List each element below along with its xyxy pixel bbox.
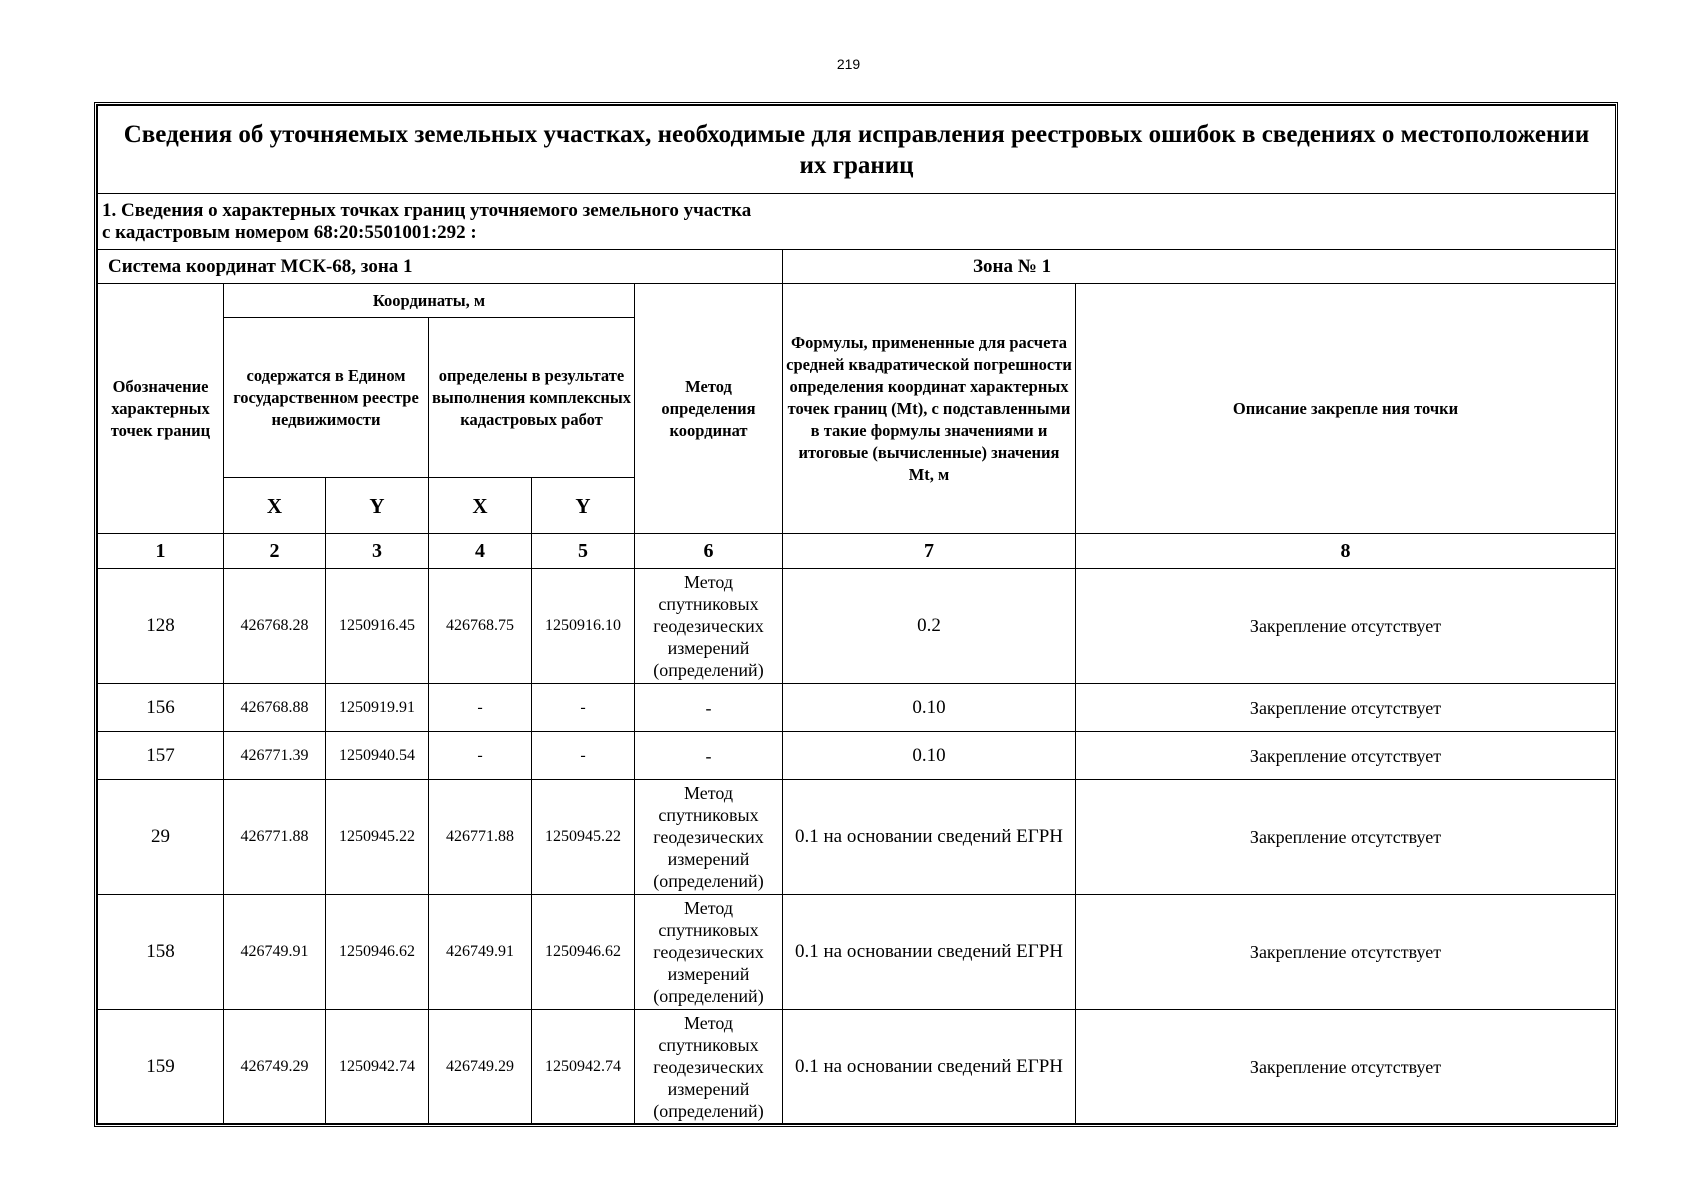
land-plot-points-table	[97, 105, 1616, 1124]
table-row	[98, 780, 1616, 895]
y-cadastral: -	[532, 732, 635, 780]
header-egrn: содержатся в Едином государственном реестре недвижимости	[224, 318, 429, 478]
fixing-description: Закрепление отсутствует	[1076, 569, 1616, 684]
y-cadastral: 1250945.22	[532, 780, 635, 895]
column-number: 6	[635, 534, 783, 569]
section-heading-line-2: с кадастровым номером 68:20:5501001:292 :	[102, 221, 477, 243]
x-egrn: 426749.91	[224, 895, 326, 1010]
fixing-description: Закрепление отсутствует	[1076, 1010, 1616, 1124]
table-row	[98, 895, 1616, 1010]
header-description: Описание закрепле ния точки	[1076, 284, 1616, 534]
x-cadastral: -	[429, 684, 532, 732]
method: -	[635, 732, 783, 780]
header-coordinates: Координаты, м	[224, 284, 635, 318]
point-id: 158	[98, 895, 224, 1010]
y-egrn: 1250946.62	[326, 895, 429, 1010]
mt-value: 0.2	[783, 569, 1076, 684]
mt-value: 0.1 на основании сведений ЕГРН	[783, 1010, 1076, 1124]
fixing-description: Закрепление отсутствует	[1076, 895, 1616, 1010]
section-heading	[98, 194, 1616, 250]
point-id: 157	[98, 732, 224, 780]
header-x-egrn: X	[224, 478, 326, 534]
column-number: 7	[783, 534, 1076, 569]
mt-value: 0.10	[783, 732, 1076, 780]
x-cadastral: -	[429, 732, 532, 780]
header-method: Метод определения координат	[635, 284, 783, 534]
x-cadastral: 426768.75	[429, 569, 532, 684]
x-egrn: 426768.28	[224, 569, 326, 684]
x-egrn: 426771.39	[224, 732, 326, 780]
method: -	[635, 684, 783, 732]
point-id: 29	[98, 780, 224, 895]
point-id: 159	[98, 1010, 224, 1124]
point-id: 156	[98, 684, 224, 732]
x-egrn: 426768.88	[224, 684, 326, 732]
fixing-description: Закрепление отсутствует	[1076, 684, 1616, 732]
x-egrn: 426771.88	[224, 780, 326, 895]
header-y-cadastral: Y	[532, 478, 635, 534]
table-row	[98, 1010, 1616, 1124]
column-number: 3	[326, 534, 429, 569]
header-cadastral-works: определены в результате выполнения комплексных кадастровых работ	[429, 318, 635, 478]
header-x-cadastral: X	[429, 478, 532, 534]
y-cadastral: 1250916.10	[532, 569, 635, 684]
column-number: 4	[429, 534, 532, 569]
column-number: 1	[98, 534, 224, 569]
title-row	[98, 106, 1616, 194]
y-cadastral: 1250942.74	[532, 1010, 635, 1124]
table-row	[98, 569, 1616, 684]
header-row-1	[98, 284, 1616, 318]
header-formulas: Формулы, примененные для расчета средней квадратической погрешности определения координат характерных точек границ (Mt), с подставленными в такие формулы значениями и итоговые (вычисленные) значения Mt, м	[783, 284, 1076, 534]
mt-value: 0.1 на основании сведений ЕГРН	[783, 895, 1076, 1010]
column-number: 8	[1076, 534, 1616, 569]
section-row	[98, 194, 1616, 250]
page-number: 219	[836, 56, 861, 72]
table-row	[98, 684, 1616, 732]
mt-value: 0.1 на основании сведений ЕГРН	[783, 780, 1076, 895]
y-egrn: 1250942.74	[326, 1010, 429, 1124]
coordinate-system: Система координат МСК-68, зона 1	[98, 250, 783, 284]
y-egrn: 1250945.22	[326, 780, 429, 895]
coordinate-system-row	[98, 250, 1616, 284]
fixing-description: Закрепление отсутствует	[1076, 732, 1616, 780]
method: Метод спутниковых геодезических измерений (определений)	[635, 569, 783, 684]
fixing-description: Закрепление отсутствует	[1076, 780, 1616, 895]
mt-value: 0.10	[783, 684, 1076, 732]
y-egrn: 1250919.91	[326, 684, 429, 732]
header-y-egrn: Y	[326, 478, 429, 534]
method: Метод спутниковых геодезических измерений (определений)	[635, 780, 783, 895]
column-number: 2	[224, 534, 326, 569]
method: Метод спутниковых геодезических измерений (определений)	[635, 895, 783, 1010]
zone-label: Зона № 1	[783, 250, 1616, 284]
y-cadastral: 1250946.62	[532, 895, 635, 1010]
x-cadastral: 426749.91	[429, 895, 532, 1010]
y-cadastral: -	[532, 684, 635, 732]
y-egrn: 1250940.54	[326, 732, 429, 780]
document-title: Сведения об уточняемых земельных участках, необходимые для исправления реестровых ошибок в сведениях о местоположении их границ	[98, 106, 1616, 194]
x-cadastral: 426771.88	[429, 780, 532, 895]
table-row	[98, 732, 1616, 780]
x-cadastral: 426749.29	[429, 1010, 532, 1124]
y-egrn: 1250916.45	[326, 569, 429, 684]
section-heading-line-1: 1. Сведения о характерных точках границ уточняемого земельного участка	[102, 199, 752, 221]
header-point-label: Обозначение характерных точек границ	[98, 284, 224, 534]
point-id: 128	[98, 569, 224, 684]
column-numbers-row	[98, 534, 1616, 569]
x-egrn: 426749.29	[224, 1010, 326, 1124]
column-number: 5	[532, 534, 635, 569]
method: Метод спутниковых геодезических измерений (определений)	[635, 1010, 783, 1124]
